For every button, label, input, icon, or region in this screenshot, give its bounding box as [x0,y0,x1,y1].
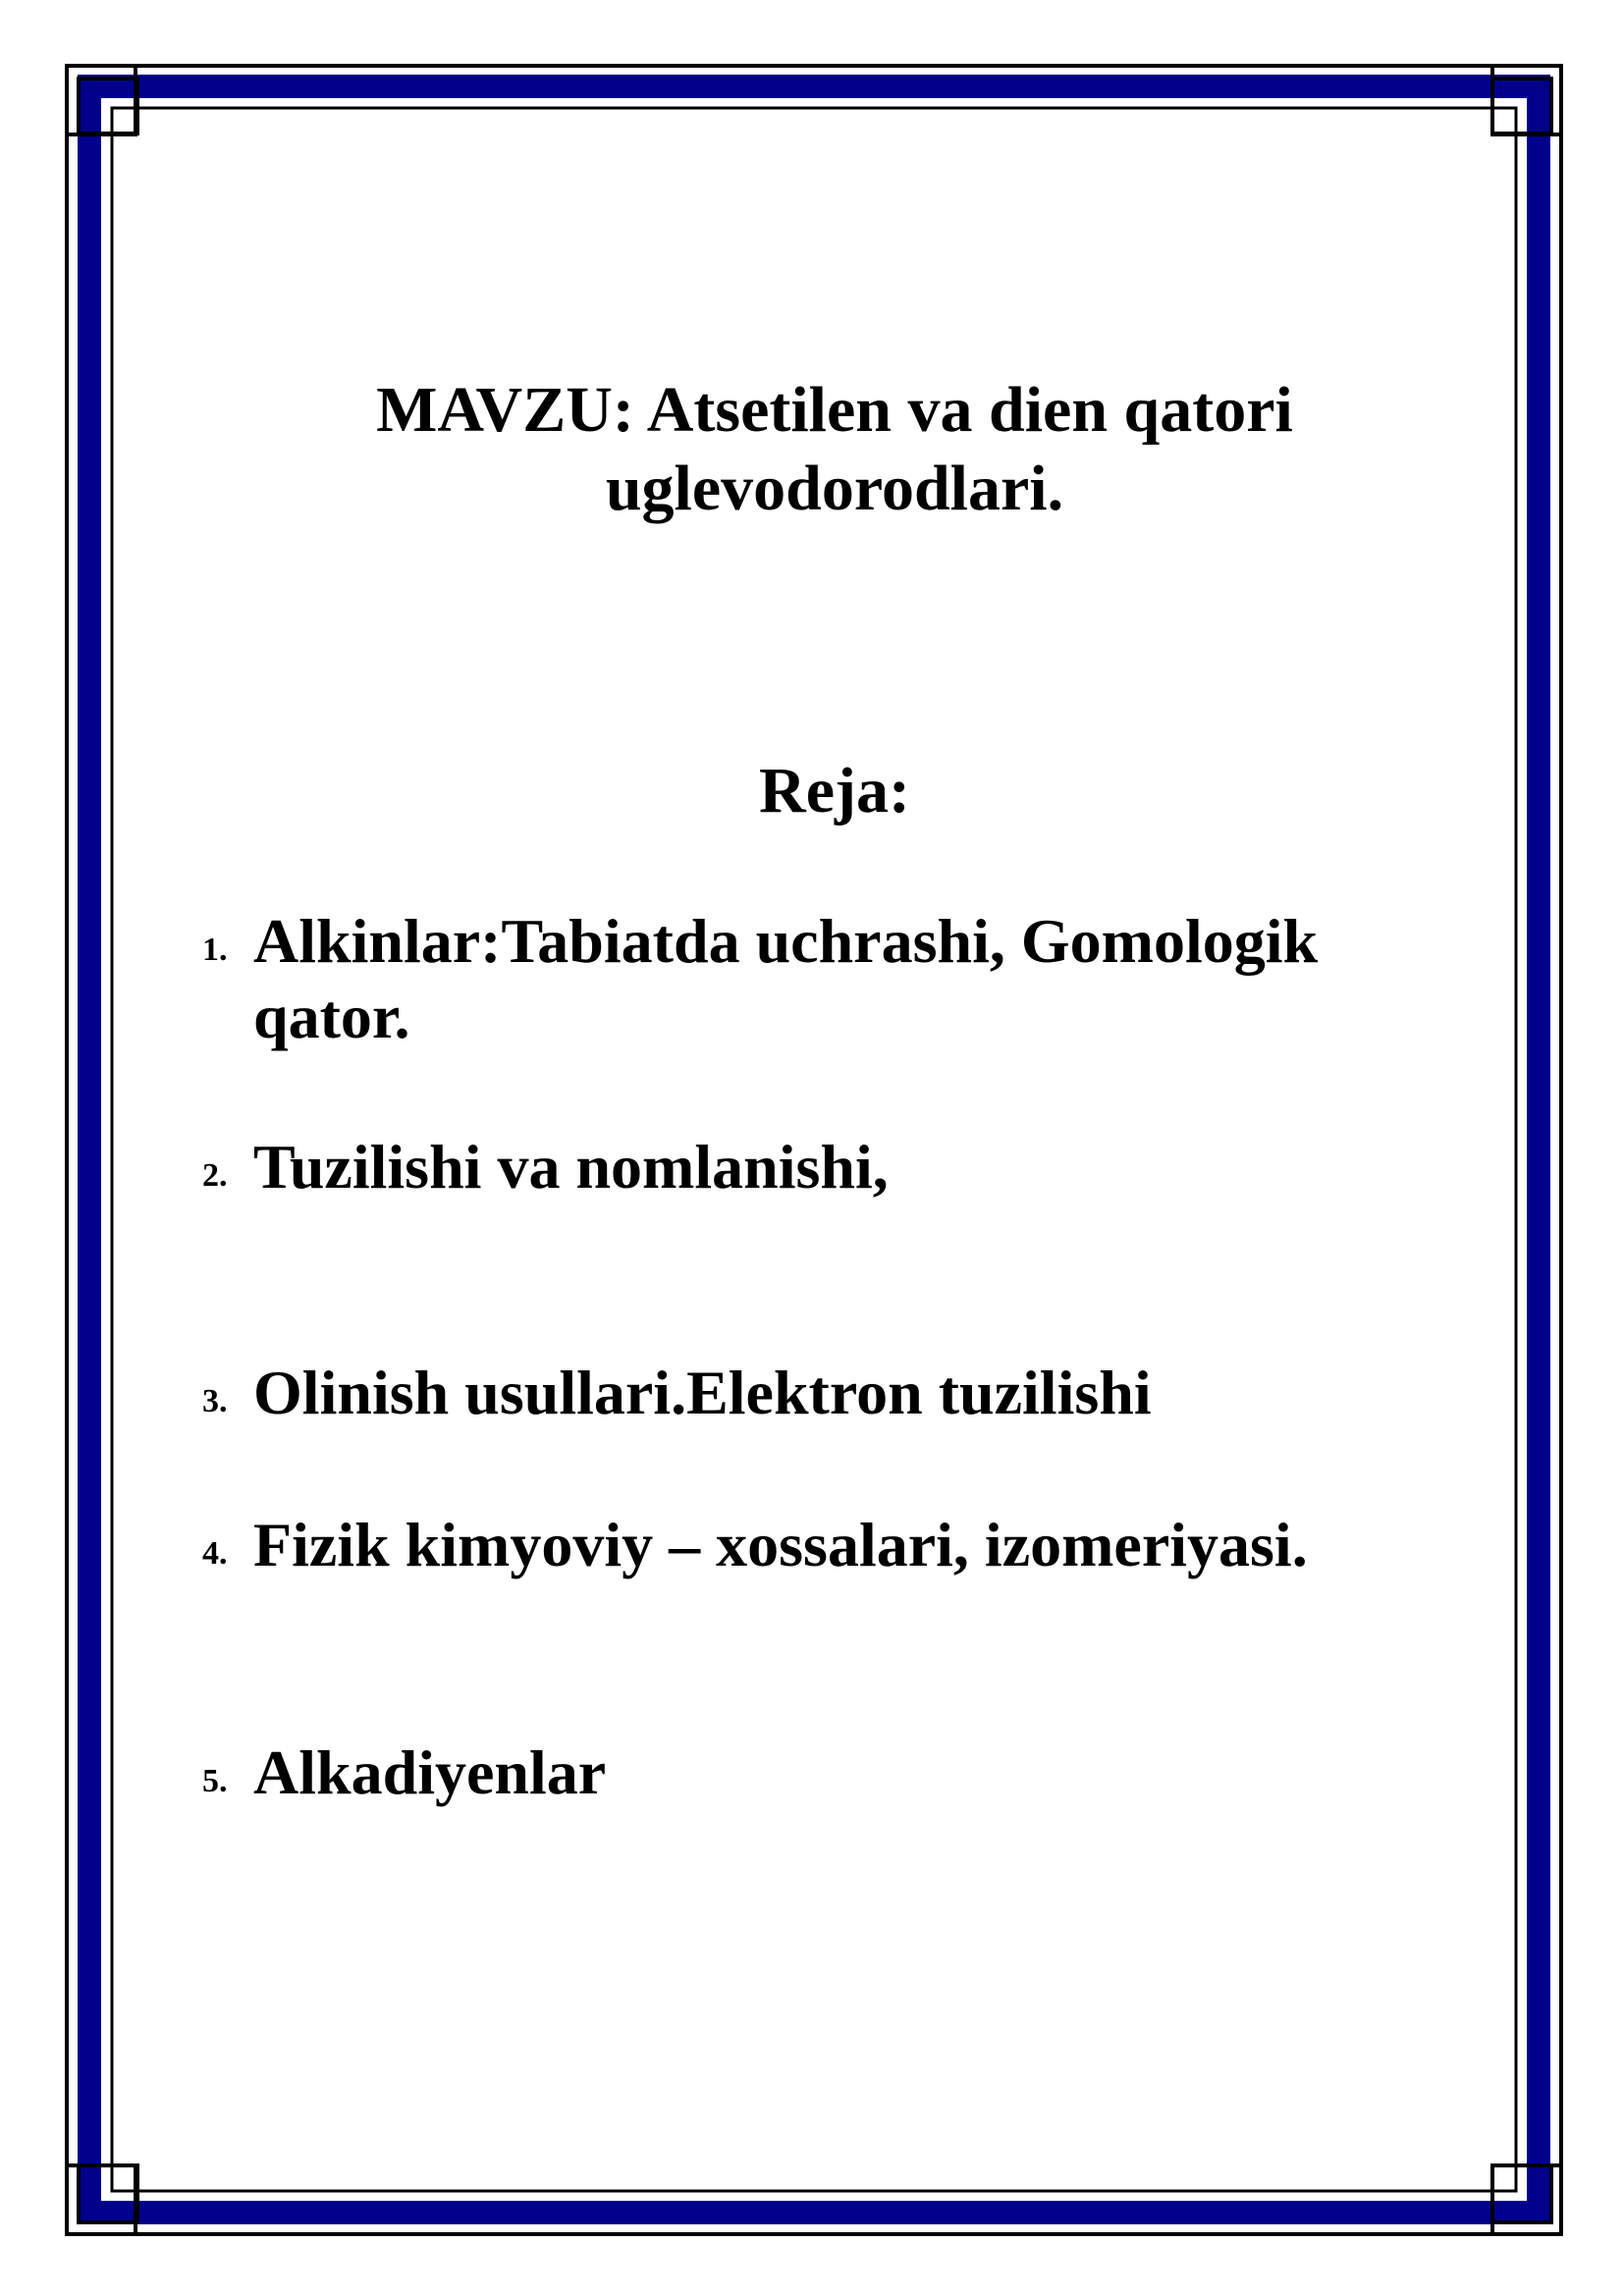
plan-item-text: Tuzilishi va nomlanishi, [253,1132,889,1201]
plan-item-number: 3. [202,1383,228,1419]
plan-item-number: 2. [202,1157,228,1194]
plan-item-text: Alkinlar:Tabiatda uchrashi, Gomologik qator. [253,906,1319,1051]
plan-item-number: 4. [202,1535,228,1572]
plan-item-text: Olinish usullari.Elektron tuzilishi [253,1358,1152,1427]
title-line-1: MAVZU: Atsetilen va dien qatori [376,374,1293,446]
plan-item-number: 5. [202,1763,228,1799]
title-line-2: uglevodorodlari. [605,453,1064,524]
plan-item-number: 1. [202,932,228,968]
plan-item-text: Alkadiyenlar [253,1737,607,1807]
page-title [334,371,1335,528]
plan-heading: Reja: [759,755,910,827]
plan-item-text: Fizik kimyoviy – xossalari, izomeriyasi. [253,1510,1308,1579]
